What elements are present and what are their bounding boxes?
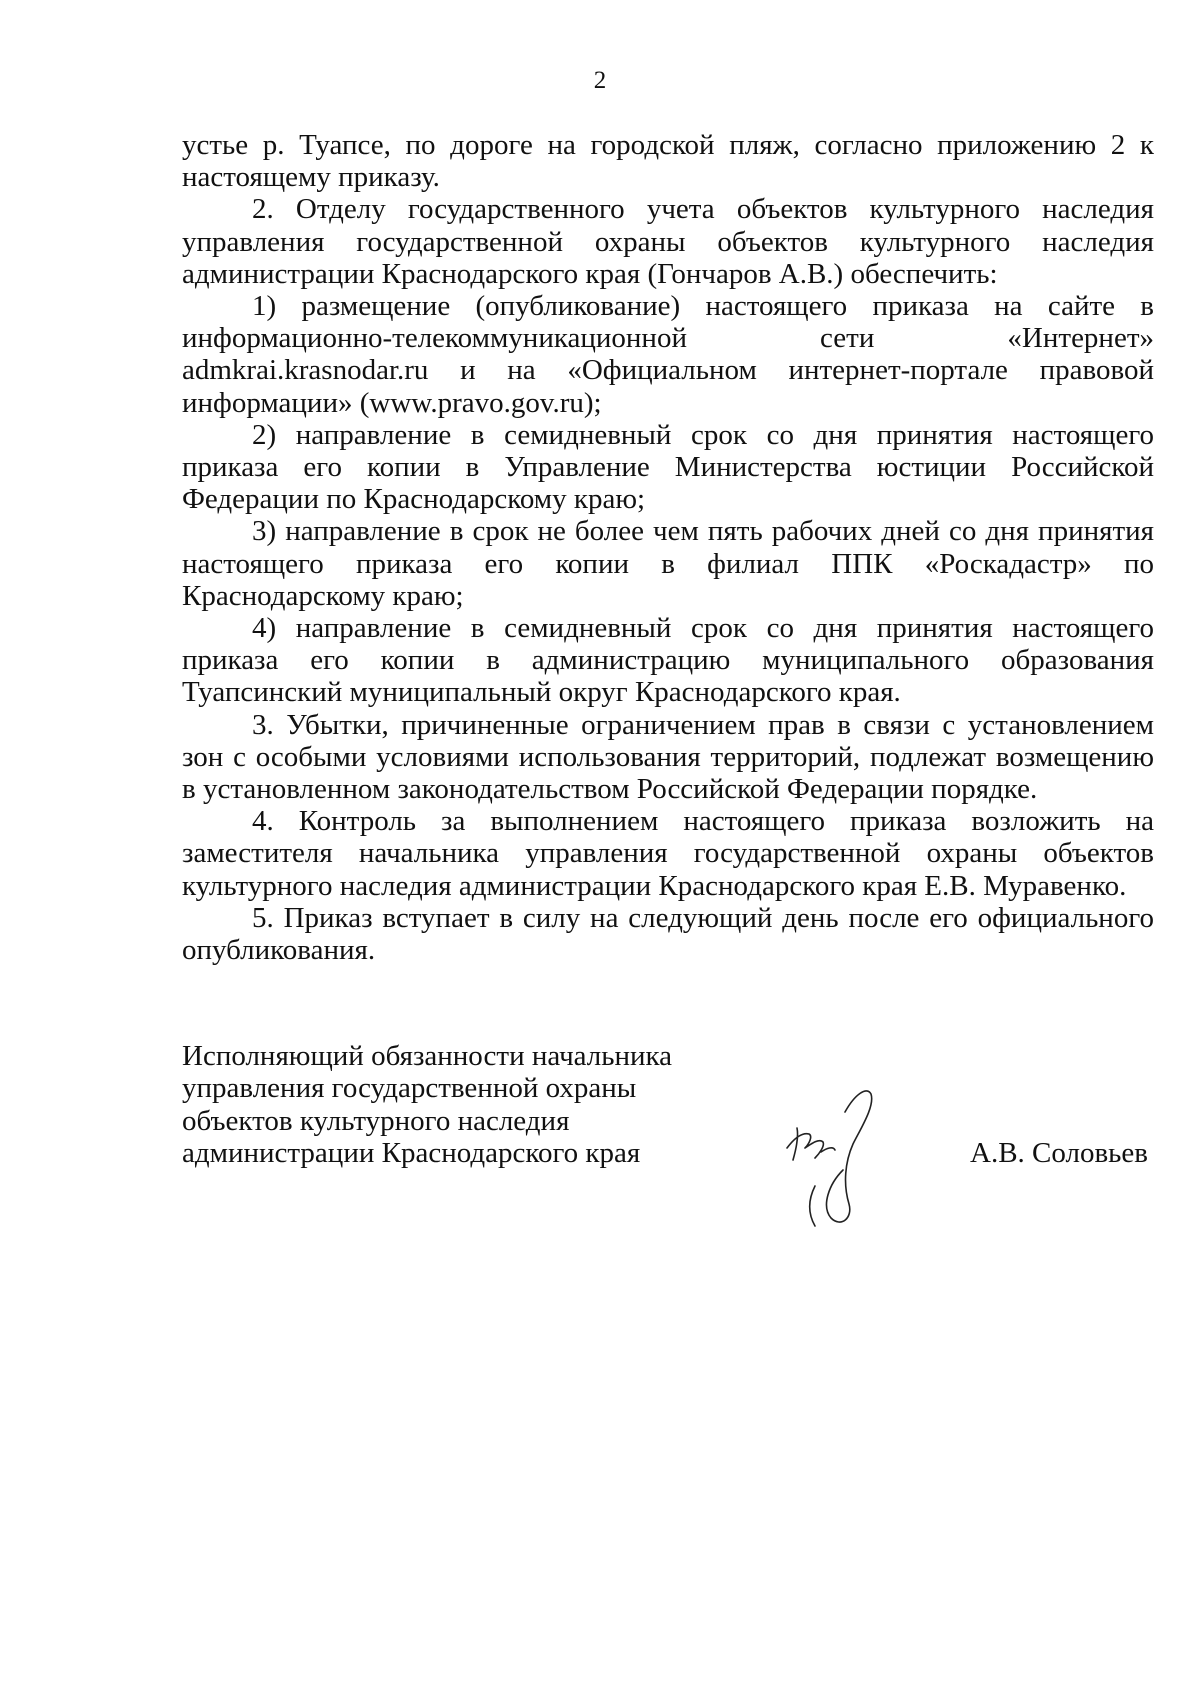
signatory-position-line: Исполняющий обязанности начальника <box>182 1040 673 1072</box>
paragraph-subitem-1: 1) размещение (опубликование) настоящего приказа на сайте в информационно-телекоммуникационной сети «Интернет» admkrai.krasnodar.ru и на «Официальном интернет-портале правовой информации» (www.pravo.gov.ru); <box>182 290 1154 419</box>
paragraph-item-3: 3. Убытки, причиненные ограничением прав в связи с установлением зон с особыми условиями использования территорий, подлежат возмещению в установленном законодательством Российской Федерации порядке. <box>182 708 1154 806</box>
page-number: 2 <box>593 67 607 94</box>
signatory-position-line: объектов культурного наследия <box>182 1104 570 1137</box>
signatory-position-line: управления государственной охраны <box>182 1072 637 1105</box>
signatory-name: А.В. Соловьев <box>970 1137 1148 1169</box>
handwritten-signature <box>775 1058 895 1238</box>
signatory-position-line: администрации Краснодарского края <box>182 1137 641 1170</box>
paragraph-subitem-2: 2) направление в семидневный срок со дня принятия настоящего приказа его копии в Управление Министерства юстиции Российской Федерации по Краснодарскому краю; <box>182 418 1154 516</box>
paragraph-continuation: устье р. Туапсе, по дороге на городской пляж, согласно приложению 2 к настоящему приказу. <box>182 129 1154 194</box>
paragraph-item-2: 2. Отделу государственного учета объектов культурного наследия управления государственной охраны объектов культурного наследия администрации Краснодарского края (Гончаров А.В.) обеспечить: <box>182 193 1154 290</box>
document-body <box>182 129 1154 966</box>
paragraph-subitem-4: 4) направление в семидневный срок со дня принятия настоящего приказа его копии в администрацию муниципального образования Туапсинский муниципальный округ Краснодарского края. <box>182 612 1154 709</box>
paragraph-item-4: 4. Контроль за выполнением настоящего приказа возложить на заместителя начальника управления государственной охраны объектов культурного наследия администрации Краснодарского края Е.В. Муравенко. <box>182 805 1154 902</box>
paragraph-subitem-3: 3) направление в срок не более чем пять рабочих дней со дня принятия настоящего приказа его копии в филиал ППК «Роскадастр» по Краснодарскому краю; <box>182 515 1154 612</box>
signatory-position <box>182 1040 672 1170</box>
paragraph-item-5: 5. Приказ вступает в силу на следующий день после его официального опубликования. <box>182 901 1154 967</box>
